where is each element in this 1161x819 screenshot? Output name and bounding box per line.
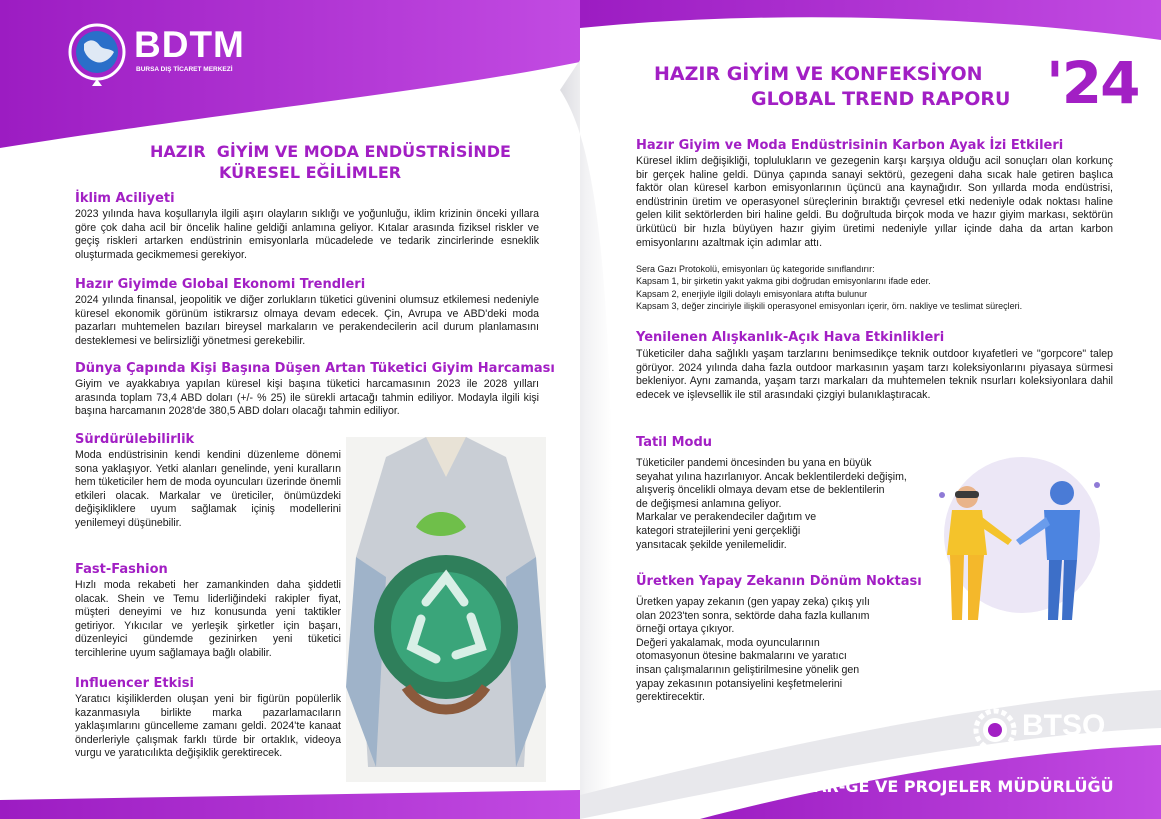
report-title-line2: GLOBAL TREND RAPORU <box>751 88 1011 110</box>
section-body-influencer: Yaratıcı kişiliklerden oluşan yeni bir figürün popülerlik kazanmasıyla birlikte marka pazarlamacıların yaklaşımlarını güncelleme zamanı geldi. 2024'te kanaat önderleriyle çalışmak farklı türde bir ortaklık, videoya vurgu ve yaratıcılıkta değişiklik gerektirecek. <box>75 693 341 760</box>
section-body-iklim: 2023 yılında hava koşullarıyla ilgili aşırı olayların sıklığı ve yoğunluğu, iklim krizinin önceki yıllara göre çok daha acil bir öncelik haline geldiği anlamına geliyor. Kıtalar arasında fiziksel riskler ve geçiş riskleri artarken endüstrinin emisyonlarla mücadelede ve tedarik zincirlerinde esneklik oluşturmada gecikmemesi gerekiyor. <box>75 208 539 261</box>
globe-icon <box>66 22 128 88</box>
scope-3: Kapsam 3, değer zinciriyle ilişkili operasyonel emisyonları içerir, örn. nakliye ve teslimat süreçleri. <box>636 301 1023 312</box>
left-title-line1: HAZIR GİYİM VE MODA ENDÜSTRİSİNDE <box>150 142 511 161</box>
ai-line: Üretken yapay zekanın (gen yapay zeka) çıkış yılı <box>636 596 870 608</box>
section-heading-surdurulebilirlik: Sürdürülebilirlik <box>75 432 195 447</box>
section-body-fast-fashion: Hızlı moda rekabeti her zamankinden daha şiddetli olacak. Shein ve Temu liderliğindeki rakipler fiyat, müşteri deneyimi ve hız konusunda yeni taktikler getiriyor. Yıkıcılar ve yerleşik şirketler için başarı, düzenleyici gündemde gezinirken yeni tüketici tercihlerine uyum sağlamaya bağlı olabilir. <box>75 579 341 659</box>
gear-emblem-icon <box>972 707 1018 753</box>
ai-line: yapay zekasının potansiyelini keşfetmelerini <box>636 677 843 690</box>
section-body-acik-hava: Tüketiciler daha sağlıklı yaşam tarzlarını benimsedikçe teknik outdoor kıyafetleri ve "gorpcore" talep görüyor. 2024 yılında daha fazla outdoor markasının yaşam tarzı koleksiyonlarını piyasaya sürmesi bekleniyor. Aynı zamanda, yaşam tarzı markaları da muhtemelen teknik nsurları koleksiyonlara dahil edecek ve işlevsellik ile stil arasındaki çizgiyi bulanıklaştıracak. <box>636 348 1113 401</box>
btso-logo <box>972 707 1142 757</box>
scope-1: Kapsam 1, bir şirketin yakıt yakma gibi doğrudan emisyonlarını ifade eder. <box>636 276 931 287</box>
section-body-yapay-zeka <box>636 596 926 705</box>
section-body-surdurulebilirlik: Moda endüstrisinin kendi kendini düzenleme dönemi sona yaklaşıyor. Yetki alanları genelinde, yeni kuralların hem tüketiciler hem de moda oyuncuları üzerinde önemli etkileri olacak. Markalar ve üreticiler, önümüzdeki değişikliklere uyum sağlamak içiniş modellerini yenilemeyi düşünebilir. <box>75 449 341 529</box>
ai-line: örneği ortaya çıkıyor. <box>636 623 735 636</box>
ai-line: Değeri yakalamak, moda oyuncularının <box>636 636 820 649</box>
handshake-robot-illustration <box>912 455 1117 625</box>
left-title-line2: KÜRESEL EĞİLİMLER <box>219 163 402 182</box>
ai-line: olan 2023'ten sonra, sektörde daha fazla kullanım <box>636 609 870 622</box>
jacket-illustration <box>346 437 546 782</box>
btso-logo-subtitle: BURSA TİCARET VE SANAYİ ODASI <box>1024 743 1119 749</box>
section-heading-ekonomi: Hazır Giyimde Global Ekonomi Trendleri <box>75 277 366 292</box>
section-body-tatil <box>636 457 936 552</box>
btso-logo-text: BTSO <box>1022 709 1106 742</box>
section-heading-tatil: Tatil Modu <box>636 435 713 450</box>
karbon-scopes <box>636 263 1116 313</box>
tatil-line: alışveriş öncelikli olmaya devam etse de beklentilerin <box>636 484 885 497</box>
section-body-karbon: Küresel iklim değişikliği, toplulukların ve gezegenin karşı karşıya olduğu acil sonuçları olan korkunç bir gerçek haline geldi. Dünya çapında sanayi sektörü, gezegeni daha sıcak hale getiren başlıca faktör olan küresel karbon emisyonlarının üçüncü ana kaynağıdır. Son yıllarda moda endüstrisi, endüstrinin üretim ve operasyonel süreçlerinin bıraktığı çevresel etki nedeniyle odak noktası haline gelen kilit sektörlerden biri haline geldi. Bu doğrultuda birçok moda ve hazır giyim markası, sektörün ürkütücü bir hızla büyüyen hazır giyim üretimi nedeniyle yıllar içinde daha da artan karbon emisyonlarını azaltmak için adımlar attı. <box>636 155 1113 249</box>
footer-department: AR-GE VE PROJELER MÜDÜRLÜĞÜ <box>814 777 1114 796</box>
bdtm-logo <box>66 22 256 94</box>
tatil-line: Tüketiciler pandemi öncesinden bu yana en büyük <box>636 457 872 469</box>
section-heading-yapay-zeka: Üretken Yapay Zekanın Dönüm Noktası <box>636 574 922 589</box>
tatil-line: kategori stratejilerini yeni gerçekliği <box>636 524 801 537</box>
section-heading-harcama: Dünya Çapında Kişi Başına Düşen Artan Tüketici Giyim Harcaması <box>75 361 555 376</box>
section-body-ekonomi: 2024 yılında finansal, jeopolitik ve diğer zorlukların tüketici güvenini olumsuz etkilemesi nedeniyle küresel ekonomik görünüm istikrarsız olmaya devam edecek. Çin, Avrupa ve ABD'deki moda pazarları muhtemelen bazıları bireysel markaların ve perakendecilerin acil durum planlamasını desteklemesi ve belirsizliği yönetmesi gerekebilir. <box>75 294 539 347</box>
section-heading-acik-hava: Yenilenen Alışkanlık-Açık Hava Etkinlikleri <box>636 330 945 345</box>
ai-line: insan çalışmalarının geliştirilmesine yönelik gen <box>636 663 860 676</box>
section-body-harcama: Giyim ve ayakkabıya yapılan küresel kişi başına tüketici harcamasının 2023 ile 2028 yılları arasında toplam 73,4 ABD doları (+/- % 25) ile sürekli artacağı tahmin ediliyor. Modayla ilgili kişi başına harcamanın 2028'de 380,5 ABD doları olacağı tahmin ediliyor. <box>75 378 539 418</box>
bdtm-logo-subtitle: BURSA DIŞ TİCARET MERKEZİ <box>136 66 233 73</box>
tatil-line: seyahat yılına hazırlanıyor. Ancak beklentilerdeki değişim, <box>636 470 907 483</box>
section-heading-fast-fashion: Fast-Fashion <box>75 562 168 577</box>
section-heading-influencer: Influencer Etkisi <box>75 676 194 691</box>
tatil-line: Markalar ve perakendeciler dağıtım ve <box>636 511 817 524</box>
report-title-line1: HAZIR GİYİM VE KONFEKSİYON <box>654 63 983 85</box>
tatil-line: de değişmesi anlamına geliyor. <box>636 497 782 510</box>
section-heading-karbon: Hazır Giyim ve Moda Endüstrisinin Karbon Ayak İzi Etkileri <box>636 138 1064 153</box>
scope-2: Kapsam 2, enerjiyle ilgili dolaylı emisyonlara atıfta bulunur <box>636 288 868 299</box>
ai-line: otomasyonun ötesine bakmalarını ve yaratıcı <box>636 650 847 663</box>
tatil-line: yansıtacak şekilde yenilemelidir. <box>636 538 787 551</box>
ai-line: gerektirecektir. <box>636 691 705 704</box>
bdtm-logo-text: BDTM <box>134 24 245 65</box>
section-heading-iklim: İklim Aciliyeti <box>75 191 175 206</box>
scopes-intro: Sera Gazı Protokolü, emisyonları üç kategoride sınıflandırır: <box>636 264 875 274</box>
report-year: '24 <box>1046 49 1139 117</box>
